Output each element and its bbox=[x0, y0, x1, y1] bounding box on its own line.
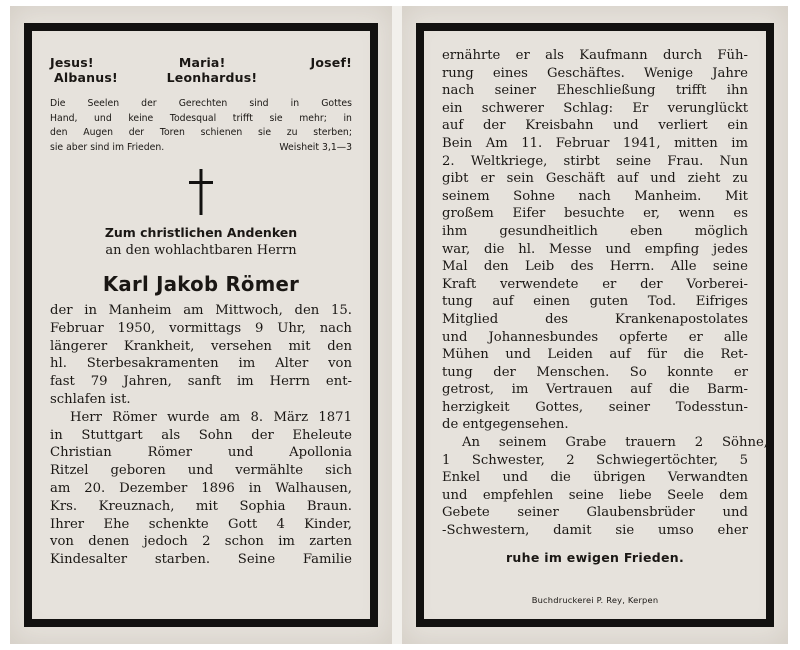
text-line: Bein Am 11. Februar 1941, mitten im bbox=[442, 135, 748, 151]
bio-line: Christian Römer und Apollonia bbox=[50, 445, 352, 461]
text-line: tung auf einen guten Tod. Eifriges bbox=[442, 294, 748, 310]
bio-line: am 20. Dezember 1896 in Walhausen, bbox=[50, 480, 352, 496]
invocation-name: Leonhardus! bbox=[166, 70, 258, 85]
verse-line: Die Seelen der Gerechten sind in Gottes bbox=[50, 98, 352, 109]
text-line: ernährte er als Kaufmann durch Füh- bbox=[442, 48, 748, 63]
biography-text bbox=[50, 302, 352, 569]
text-line: gibt er sein Geschäft auf und zieht zu bbox=[442, 171, 748, 187]
bio-line: hl. Sterbesakramenten im Alter von bbox=[50, 356, 352, 372]
text-line: war, die hl. Messe und empfing jedes bbox=[442, 241, 748, 257]
latin-cross-icon bbox=[50, 169, 352, 217]
closing-line: ruhe im ewigen Frieden. bbox=[505, 549, 685, 565]
text-line: nach seiner Eheschließung trifft ihn bbox=[442, 83, 748, 99]
memorial-heading: Zum christlichen Andenken bbox=[104, 225, 298, 240]
invocation-name: Maria! bbox=[178, 55, 226, 70]
bio-line: Kindesalter starben. Seine Familie bbox=[50, 552, 352, 568]
left-panel-content bbox=[32, 31, 370, 619]
text-line: und Johannesbundes opferte er alle bbox=[442, 329, 748, 345]
text-line: seinem Sohne nach Manheim. Mit bbox=[442, 188, 748, 204]
bio-line: Herr Römer wurde am 8. März 1871 bbox=[70, 409, 352, 425]
verse-line: den Augen der Toren schienen sie zu sterben; bbox=[50, 127, 352, 138]
continued-biography-text bbox=[442, 47, 768, 540]
text-line: tung der Menschen. So konnte er bbox=[442, 364, 748, 380]
text-line: Kraft verwendete er der Vorberei- bbox=[442, 276, 748, 292]
verse-line: sie aber sind im Frieden. bbox=[50, 141, 165, 153]
bio-line: von denen jedoch 2 schon im zarten bbox=[50, 534, 352, 550]
invocation-name: Albanus! bbox=[54, 70, 118, 85]
bio-line: Ritzel geboren und vermählte sich bbox=[50, 463, 352, 479]
memorial-subheading: an den wohlachtbaren Herrn bbox=[105, 243, 297, 258]
scripture-verse bbox=[50, 97, 352, 155]
bio-line: Februar 1950, vormittags 9 Uhr, nach bbox=[50, 320, 352, 336]
saints-invocation bbox=[50, 55, 352, 85]
verse-reference: Weisheit 3,1—3 bbox=[279, 141, 352, 153]
text-line: Mitglied des Krankenapostolates bbox=[442, 311, 748, 327]
bio-line: Krs. Kreuznach, mit Sophia Braun. bbox=[50, 498, 352, 514]
bio-line: Ihrer Ehe schenkte Gott 4 Kinder, bbox=[50, 516, 352, 532]
right-mourning-border bbox=[416, 23, 774, 627]
text-line: -Schwestern, damit sie umso eher bbox=[442, 523, 748, 539]
card-fold bbox=[392, 6, 402, 644]
right-card-panel bbox=[402, 6, 788, 644]
left-mourning-border bbox=[24, 23, 378, 627]
printer-imprint: Buchdruckerei P. Rey, Kerpen bbox=[531, 594, 659, 605]
text-line: auf der Kreisbahn und verliert ein bbox=[442, 118, 748, 134]
verse-line: Hand, und keine Todesqual trifft sie mehr; in bbox=[50, 112, 352, 124]
bio-line: der in Manheim am Mittwoch, den 15. bbox=[50, 303, 352, 318]
text-line: ihm gesundheitlich eben möglich bbox=[442, 223, 748, 239]
text-line: herzigkeit Gottes, seiner Todesstun- bbox=[442, 399, 748, 415]
text-line: 1 Schwester, 2 Schwiegertöchter, 5 bbox=[442, 452, 748, 468]
text-line: Gebete seiner Glaubensbrüder und bbox=[442, 505, 748, 521]
deceased-name: Karl Jakob Römer bbox=[102, 272, 300, 296]
text-line: großem Eifer besuchte er, wenn es bbox=[442, 206, 748, 222]
text-line: An seinem Grabe trauern 2 Söhne, bbox=[462, 435, 768, 451]
bio-line: fast 79 Jahren, sanft im Herrn ent- bbox=[50, 374, 352, 390]
bio-line: längerer Krankheit, versehen mit den bbox=[50, 338, 352, 354]
text-line: Mühen und Leiden auf für die Ret- bbox=[442, 347, 748, 363]
text-line: rung eines Geschäftes. Wenige Jahre bbox=[442, 65, 748, 81]
invocation-name: Josef! bbox=[310, 55, 352, 70]
text-line: 2. Weltkriege, stirbt seine Frau. Nun bbox=[442, 153, 748, 169]
text-line: und empfehlen seine liebe Seele dem bbox=[442, 487, 748, 503]
text-line: getrost, im Vertrauen auf die Barm- bbox=[442, 382, 748, 398]
bio-line: in Stuttgart als Sohn der Eheleute bbox=[50, 427, 352, 443]
bio-line: schlafen ist. bbox=[50, 391, 131, 407]
text-line: de entgegensehen. bbox=[442, 417, 569, 433]
text-line: Enkel und die übrigen Verwandten bbox=[442, 470, 748, 486]
left-card-panel bbox=[10, 6, 392, 644]
text-line: Mal den Leib des Herrn. Alle seine bbox=[442, 259, 748, 275]
invocation-name: Jesus! bbox=[50, 55, 94, 70]
right-panel-content bbox=[424, 31, 766, 619]
text-line: ein schwerer Schlag: Er verunglückt bbox=[442, 100, 748, 116]
